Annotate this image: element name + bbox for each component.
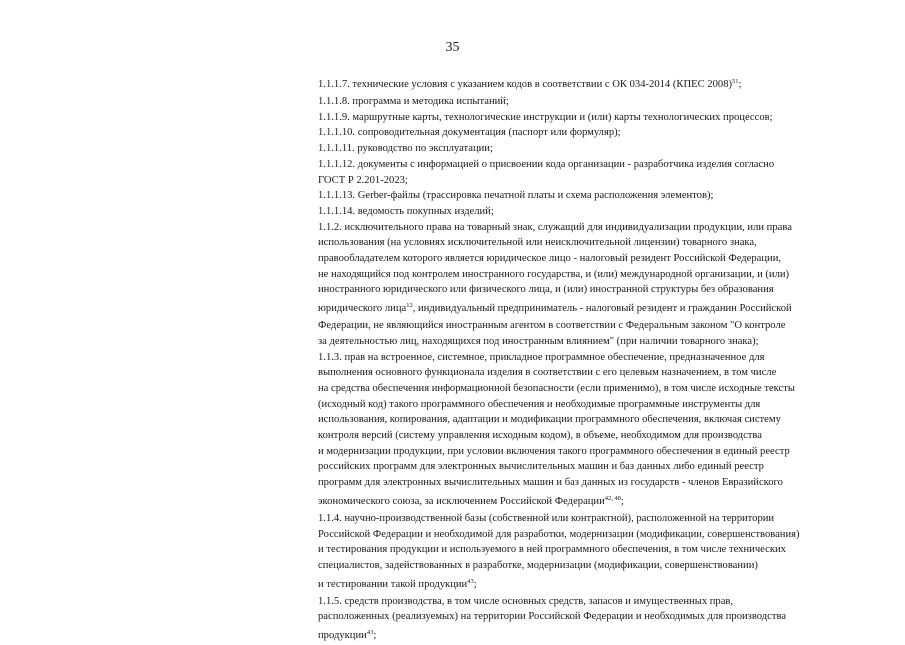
text-line: [318, 173, 866, 189]
text-segment: российских программ для электронных вычислительных машин и баз данных либо единый реестр: [318, 461, 764, 473]
text-segment: экономического союза, за исключением Российской Федерации: [318, 495, 605, 507]
text-line: [318, 298, 866, 318]
footnote-ref: 42, 48: [604, 494, 622, 502]
text-line: [318, 365, 866, 381]
text-line: [318, 74, 866, 94]
text-segment: иностранного юридического или физического лица, и (или) иностранной структуры без образования: [318, 284, 774, 296]
text-segment: 1.1.1.12. документы с информацией о присвоении кода организации - разработчика изделия согласно: [318, 158, 775, 170]
text-line: [318, 235, 866, 251]
text-line: [318, 204, 866, 220]
text-line: [318, 350, 866, 366]
text-segment: на средства обеспечения информационной безопасности (если применимо), в том числе исходные тексты: [318, 382, 795, 394]
text-line: [318, 267, 866, 283]
text-segment: 1.1.5. средств производства, в том числе основных средств, запасов и имущественных прав,: [318, 595, 734, 607]
footnote-ref: 43: [467, 577, 474, 585]
text-segment: ;: [738, 79, 742, 90]
text-line: [318, 625, 866, 645]
text-line: [318, 459, 866, 475]
text-line: [318, 381, 866, 397]
text-segment: 1.1.4. научно-производственной базы (собственной или контрактной), расположенной на территории: [318, 512, 775, 524]
text-line: [318, 141, 866, 157]
text-line: [318, 318, 866, 334]
text-line: [318, 558, 866, 574]
text-segment: 1.1.1.14. ведомость покупных изделий;: [318, 205, 494, 217]
text-segment: 1.1.1.13. Gerber-файлы (трассировка печатной платы и схема расположения элементов);: [318, 190, 714, 202]
text-line: [318, 574, 866, 594]
text-segment: 1.1.1.10. сопроводительная документация (паспорт или формуляр);: [318, 127, 621, 139]
text-segment: 1.1.1.8. программа и методика испытаний;: [318, 96, 509, 107]
text-segment: и модернизации продукции, при условии включения такого программного обеспечения в единый реестр: [318, 445, 790, 457]
text-segment: юридического лица: [318, 303, 407, 315]
text-segment: и тестирования продукции и используемого в ней программного обеспечения, в том числе технических: [318, 544, 786, 556]
text-line: [318, 444, 866, 460]
text-line: [318, 397, 866, 413]
text-line: [318, 609, 866, 625]
text-segment: (исходный код) такого программного обеспечения и необходимые программные инструменты для: [318, 398, 761, 410]
page-number: 35: [445, 40, 460, 55]
text-segment: контроля версий (систему управления исходным кодом), в объеме, необходимом для производства: [318, 430, 762, 442]
text-segment: не находящийся под контролем иностранного государства, и (или) международной организации, и (или): [318, 268, 790, 280]
text-line: [318, 157, 866, 173]
text-segment: специалистов, задействованных в разработке, модернизации (модификации, совершенствовании): [318, 559, 758, 571]
text-segment: 1.1.3. прав на встроенное, системное, прикладное программное обеспечение, предназначенное для: [318, 351, 765, 363]
text-line: [318, 188, 866, 204]
text-line: [318, 594, 866, 610]
text-segment: 1.1.1.7. технические условия с указанием кодов в соответствии с ОК 034-2014 (КПЕС 2008): [318, 79, 733, 90]
text-segment: программ для электронных вычислительных машин и баз данных из государств - членов Евразийского: [318, 477, 783, 489]
text-line: [318, 334, 866, 350]
text-segment: ГОСТ Р 2.201-2023;: [318, 174, 408, 186]
text-line: [318, 251, 866, 267]
text-segment: расположенных (реализуемых) на территории Российской Федерации и необходимых для производства: [318, 611, 787, 623]
text-line: [318, 542, 866, 558]
text-segment: использования, копирования, адаптации и модификации программного обеспечения, включая систему: [318, 414, 781, 426]
text-segment: продукции: [318, 630, 367, 642]
text-segment: ;: [373, 630, 377, 642]
text-line: [318, 282, 866, 298]
text-segment: Федерации, не являющийся иностранным агентом в соответствии с Федеральным законом "О контроле: [318, 320, 786, 332]
text-segment: Российской Федерации и необходимой для разработки, модернизации (модификации, совершенствования): [318, 528, 800, 540]
text-line: [318, 412, 866, 428]
text-segment: за деятельностью лиц, находящихся под иностранным влиянием" (при наличии товарного знака);: [318, 335, 759, 347]
text-line: [318, 220, 866, 236]
text-segment: 1.1.2. исключительного права на товарный знак, служащий для индивидуализации продукции, или права: [318, 221, 792, 233]
text-segment: , индивидуальный предприниматель - налоговый резидент и гражданин Российской: [412, 303, 792, 315]
text-segment: ;: [473, 578, 477, 590]
text-line: [318, 527, 866, 543]
footnote-ref: 43: [366, 629, 374, 637]
text-segment: 1.1.1.11. руководство по эксплуатации;: [318, 143, 493, 155]
text-segment: 1.1.1.9. маршрутные карты, технологические инструкции и (или) карты технологических процессов;: [318, 111, 773, 123]
text-segment: ;: [621, 495, 624, 507]
text-line: [318, 94, 866, 110]
footnote-ref: 51: [732, 78, 739, 85]
text-line: [318, 428, 866, 444]
text-segment: правообладателем которого является юридическое лицо - налоговый резидент Российской Федерации,: [318, 253, 782, 265]
text-segment: и тестировании такой продукции: [318, 578, 468, 590]
text-line: [318, 511, 866, 527]
document-body: [318, 74, 866, 645]
text-segment: использования (на условиях исключительной или неисключительной лицензии) товарного знака,: [318, 237, 757, 249]
text-line: [318, 125, 866, 141]
text-segment: выполнения основного функционала изделия в соответствии с его целевым назначением, в том числе: [318, 367, 777, 379]
footnote-ref: 12: [406, 302, 413, 310]
text-line: [318, 110, 866, 126]
text-line: [318, 475, 866, 491]
text-line: [318, 491, 866, 511]
